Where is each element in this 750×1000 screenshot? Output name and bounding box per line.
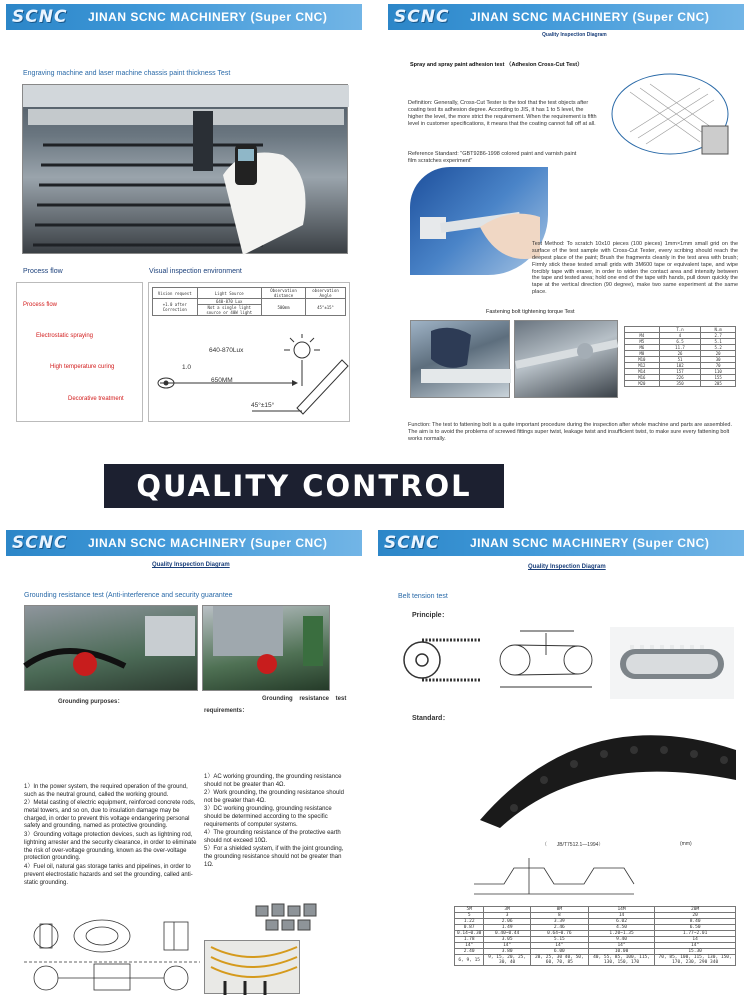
belt-cell: 0.14~0.30 bbox=[455, 931, 484, 937]
panel-header bbox=[378, 530, 744, 556]
function-text: Function: The test to fattening bolt is a quite important procedure during the inspection after whole machine and parts are assembled. The aim is to avoid the problems of screwed fittings super twist, leakage twist and insufficient twist, to make sure every fattening bolt works normally. bbox=[408, 422, 732, 442]
vis-cell: Not a single light source or 40W light bbox=[197, 305, 261, 316]
laser-bed-photo-icon bbox=[23, 85, 349, 255]
section-title: Engraving machine and laser machine chassis paint thickness Test bbox=[23, 70, 231, 77]
standard-label: Standard： bbox=[412, 715, 450, 722]
belt-header: 3M bbox=[484, 907, 531, 913]
torque-header: N.m bbox=[701, 327, 736, 333]
clamp-meter-icon bbox=[25, 606, 199, 692]
company-name: JINAN SCNC MACHINERY (Super CNC) bbox=[470, 536, 710, 550]
belt-cell: 20, 25, 30 40, 50, 60, 70, 85 bbox=[530, 955, 588, 966]
belt-cell: 2.06 bbox=[484, 919, 531, 925]
torque-wrench-icon bbox=[515, 321, 619, 399]
resistance-requirement-item: 4）The grounding resistance of the protective earth should not exceed 10Ω. bbox=[204, 830, 341, 844]
belt-cell: 70, 85, 100, 115, 130, 150, 170, 230, 290 340 bbox=[655, 955, 736, 966]
torque-cell: M10 bbox=[625, 357, 660, 363]
inspection-diagram-title: Quality Inspection Diagram bbox=[542, 32, 607, 38]
cross-cut-tester-icon bbox=[410, 167, 548, 275]
section-title: Grounding resistance test (Anti-interference and security guarantee bbox=[24, 592, 233, 599]
torque-header: T.n bbox=[659, 327, 701, 333]
grounding-photo-2 bbox=[202, 605, 330, 691]
cross-cut-grid-icon bbox=[610, 72, 730, 162]
belt-cell: 20 bbox=[655, 913, 736, 919]
belt-cell: 2.46 bbox=[530, 925, 588, 931]
viewing-angle-diagram bbox=[152, 338, 348, 418]
torque-cell: M8 bbox=[625, 351, 660, 357]
inspection-diagram-title: Quality Inspection Diagram bbox=[152, 562, 230, 568]
belt-cell: 14° bbox=[655, 943, 736, 949]
belt-header: 20M bbox=[655, 907, 736, 913]
angle-label: 45°±15° bbox=[251, 402, 275, 409]
vis-header: Light Source bbox=[197, 288, 261, 299]
panel-header bbox=[388, 4, 744, 30]
table-row bbox=[625, 363, 736, 369]
torque-cell: 20 bbox=[701, 351, 736, 357]
torque-cell: 26 bbox=[659, 351, 701, 357]
belt-cell: 1.20~1.35 bbox=[588, 931, 654, 937]
belt-cell: 14° bbox=[530, 943, 588, 949]
process-step: Electrostatic spraying bbox=[36, 333, 94, 339]
process-step: High temperature curing bbox=[50, 364, 115, 370]
torque-cell: 5.2 bbox=[701, 345, 736, 351]
torque-cell: 30 bbox=[701, 357, 736, 363]
company-name: JINAN SCNC MACHINERY (Super CNC) bbox=[470, 10, 710, 24]
belt-cell: 9.40 bbox=[588, 937, 654, 943]
grounding-purposes-label: Grounding purposes： bbox=[58, 699, 124, 705]
belt-spec-table bbox=[454, 906, 736, 966]
company-logo: SCNC bbox=[384, 533, 440, 553]
belt-cell: 6, 9, 15 bbox=[455, 955, 484, 966]
timing-belt-icon bbox=[610, 627, 734, 699]
belt-cell: 14° bbox=[455, 943, 484, 949]
resistance-requirement-label: Grounding resistance test bbox=[262, 696, 347, 702]
table-row bbox=[625, 369, 736, 375]
torque-cell: M20 bbox=[625, 381, 660, 387]
belt-cell: 4.50 bbox=[588, 925, 654, 931]
lux-label: 640-870Lux bbox=[209, 347, 244, 354]
torque-cell: M12 bbox=[625, 363, 660, 369]
belt-cell: 3 bbox=[484, 913, 531, 919]
bolt-photo-2 bbox=[514, 320, 618, 398]
torque-cell: M16 bbox=[625, 375, 660, 381]
belt-cell: 5 bbox=[455, 913, 484, 919]
belt-cell: 8 bbox=[530, 913, 588, 919]
table-row bbox=[625, 351, 736, 357]
table-row bbox=[625, 345, 736, 351]
company-name: JINAN SCNC MACHINERY (Super CNC) bbox=[88, 10, 328, 24]
belt-cell: 2.40 bbox=[455, 949, 484, 955]
belt-cell: 5.15 bbox=[530, 937, 588, 943]
torque-cell: 226 bbox=[659, 375, 701, 381]
vis-cell: 640-870 Lux bbox=[197, 299, 261, 305]
belt-pulley-diagram bbox=[400, 625, 480, 695]
torque-table bbox=[624, 326, 736, 387]
company-logo: SCNC bbox=[12, 533, 68, 553]
torque-cell: 11.7 bbox=[659, 345, 701, 351]
belt-cell: 10.00 bbox=[588, 949, 654, 955]
company-name: JINAN SCNC MACHINERY (Super CNC) bbox=[88, 536, 328, 550]
belt-cell: 6.02 bbox=[588, 919, 654, 925]
torque-cell: M5 bbox=[625, 339, 660, 345]
vis-cell: +1.0 after Correction bbox=[153, 299, 198, 316]
belt-cell: 1.49 bbox=[484, 925, 531, 931]
panel-adhesion bbox=[388, 4, 744, 442]
process-step: Decorative treatment bbox=[68, 396, 124, 402]
table-row bbox=[625, 375, 736, 381]
table-row bbox=[625, 381, 736, 387]
resistance-requirement-label: requirements： bbox=[204, 708, 249, 714]
panel-header bbox=[6, 530, 362, 556]
grounding-circuit-diagram bbox=[24, 916, 200, 996]
vision-value-label: 1.0 bbox=[182, 364, 192, 371]
grounding-photo-1 bbox=[24, 605, 198, 691]
table-row bbox=[625, 333, 736, 339]
panel-paint-thickness bbox=[6, 4, 362, 432]
torque-cell: 51 bbox=[659, 357, 701, 363]
belt-cell: 15.30 bbox=[655, 949, 736, 955]
belt-cell: 9, 15, 20, 25, 30, 40 bbox=[484, 955, 531, 966]
tooth-profile-diagram bbox=[474, 854, 634, 900]
panel-header bbox=[6, 4, 362, 30]
machine-photo bbox=[22, 84, 348, 254]
belt-header: 5M bbox=[455, 907, 484, 913]
torque-cell: 5.1 bbox=[701, 339, 736, 345]
cable-icon bbox=[205, 941, 301, 995]
resistance-requirement-item: 1）AC working grounding, the grounding resistance should not be greater than 4Ω. bbox=[204, 774, 342, 788]
resistance-requirement-item: 2）Work grounding, the grounding resistance should not be greater than 4Ω. bbox=[204, 790, 344, 804]
table-row bbox=[625, 357, 736, 363]
process-step: Process flow bbox=[23, 302, 58, 308]
belt-cell: 1.77~2.01 bbox=[655, 931, 736, 937]
process-flow-heading: Process flow bbox=[23, 268, 63, 275]
belt-cell: 0.40~0.44 bbox=[484, 931, 531, 937]
section-title: Belt tension test bbox=[398, 593, 448, 600]
principle-label: Principle： bbox=[412, 612, 449, 619]
belt-cell: 14 bbox=[588, 913, 654, 919]
grounding-parts-photo bbox=[248, 898, 340, 938]
table-row bbox=[455, 955, 736, 966]
torque-cell: 155 bbox=[701, 375, 736, 381]
torque-cell: 110 bbox=[701, 369, 736, 375]
visual-env-heading: Visual inspection environment bbox=[149, 268, 242, 275]
belt-cell: 6.50 bbox=[655, 925, 736, 931]
timing-belt-profile-photo bbox=[474, 720, 740, 830]
company-logo: SCNC bbox=[12, 7, 68, 27]
timing-belt-photo bbox=[610, 627, 734, 699]
grounding-cable-photo bbox=[204, 940, 300, 994]
company-logo: SCNC bbox=[394, 7, 450, 27]
belt-cell: 0.87 bbox=[455, 925, 484, 931]
grounding-purpose-item: 1）In the power system, the required operation of the ground, such as the neutral ground, called the working ground. bbox=[24, 784, 188, 798]
bolt-photo-1 bbox=[410, 320, 510, 398]
belt-cell: 14 bbox=[655, 937, 736, 943]
unit-label: (mm) bbox=[680, 841, 692, 847]
belt-cell: 3.05 bbox=[484, 937, 531, 943]
grounding-purpose-item: 2）Metal casting of electric equipment, reinforced concrete rods, metal towers, and so on, due to insulation damage may be charged, in order to prevent this voltage endangering personal safety and grounding, named as protective grounding. bbox=[24, 800, 196, 830]
quality-control-banner: QUALITY CONTROL bbox=[104, 464, 504, 508]
distance-label: 650MM bbox=[211, 377, 233, 384]
belt-cell: 1.22 bbox=[455, 919, 484, 925]
resistance-requirement-item: 5）For a shielded system, if with the joint grounding, the grounding resistance should not be greater than 1Ω. bbox=[204, 846, 344, 868]
belt-cell: 40, 55, 85, 100, 115, 130, 150, 170 bbox=[588, 955, 654, 966]
torque-cell: 350 bbox=[659, 381, 701, 387]
belt-cell: 0.64~0.76 bbox=[530, 931, 588, 937]
belt-header: 14M bbox=[588, 907, 654, 913]
torque-cell: 2.7 bbox=[701, 333, 736, 339]
belt-cell: 1.78 bbox=[455, 937, 484, 943]
vis-header: Vision request bbox=[153, 288, 198, 299]
belt-cell: 3.39 bbox=[530, 919, 588, 925]
torque-cell: 102 bbox=[659, 363, 701, 369]
panel-grounding bbox=[6, 530, 362, 998]
torque-cell: 157 bbox=[659, 369, 701, 375]
adhesion-photo bbox=[410, 167, 548, 275]
inspection-diagram-title: Quality Inspection Diagram bbox=[528, 564, 606, 570]
torque-cell: 70 bbox=[701, 363, 736, 369]
wrench-icon bbox=[411, 321, 511, 399]
belt-cell: 8.40 bbox=[655, 919, 736, 925]
torque-cell: M6 bbox=[625, 345, 660, 351]
reference-text: Reference Standard: "GBT9286-1998 colored paint and varnish paint film scratches experiment" bbox=[408, 151, 577, 164]
torque-cell: 6.5 bbox=[659, 339, 701, 345]
vis-header: Observation distance bbox=[261, 288, 305, 299]
resistance-requirement-item: 3）DC working grounding, grounding resistance should be determined according to the specific requirements of computer systems. bbox=[204, 806, 332, 828]
test-method-text: Test Method: To scratch 10x10 pieces (100 pieces) 1mm×1mm small grid on the surface of the test sample with Cross-Cut Tester, every scribing should reach the deepest place of the paint; Brush the fragments cleanly in the test area with brush; Firmly stick these tested small grids with 3M600 tape or equivalent tape, and wipe forcibly tape with eraser, in order to widen the contact area and intensity between the tape and tested area; hold one end of the tape with hands, pull down quickly the tape at the vertical direction (90 degree), make two same experiment at the same place. bbox=[532, 241, 738, 296]
belt-cell: 3.80 bbox=[484, 949, 531, 955]
standard-caption: （ JB/T7512.1—1994） bbox=[542, 842, 604, 848]
vis-cell: 45°±15° bbox=[306, 299, 346, 316]
belt-cell: 14° bbox=[588, 943, 654, 949]
torque-cell: M4 bbox=[625, 333, 660, 339]
bolt-test-title: Fastening bolt tightening torque Test bbox=[486, 309, 575, 315]
belt-tension-diagram bbox=[490, 625, 600, 695]
spray-test-title: Spray and spray paint adhesion test （Adhesion Cross-Cut Test） bbox=[410, 62, 583, 68]
definition-text: Definition: Generally, Cross-Cut Tester is the tool that the test objects after coating test its adhesion degree. According to JIS, it has 1 to 5 level, the higher the level, the more strict the requirement. When the requirement is fifth level in customer specifications, it means that the coating cannot fall off at all. bbox=[408, 100, 597, 127]
panel-belt-tension bbox=[378, 530, 744, 998]
table-row bbox=[625, 339, 736, 345]
belt-cell: 6.00 bbox=[530, 949, 588, 955]
belt-cell: 14° bbox=[484, 943, 531, 949]
belt-header: 8M bbox=[530, 907, 588, 913]
vis-header: observation Angle bbox=[306, 288, 346, 299]
torque-cell: 4 bbox=[659, 333, 701, 339]
grounding-purpose-item: 3）Grounding voltage protection devices, such as lightning rod, lightning arrester and the security clearance, in order to eliminate the risk of over-voltage grounding, known as the over-voltage protection grounding. bbox=[24, 832, 197, 862]
visual-env-table bbox=[152, 287, 346, 316]
torque-cell: 205 bbox=[701, 381, 736, 387]
vis-cell: 500mm bbox=[261, 299, 305, 316]
grounding-purpose-item: 4）Fuel oil, natural gas storage tanks and pipelines, in order to prevent electrostatic hazards and set the grounding, called anti-static grounding. bbox=[24, 864, 193, 886]
clamp-meter-icon bbox=[203, 606, 331, 692]
torque-cell: M14 bbox=[625, 369, 660, 375]
